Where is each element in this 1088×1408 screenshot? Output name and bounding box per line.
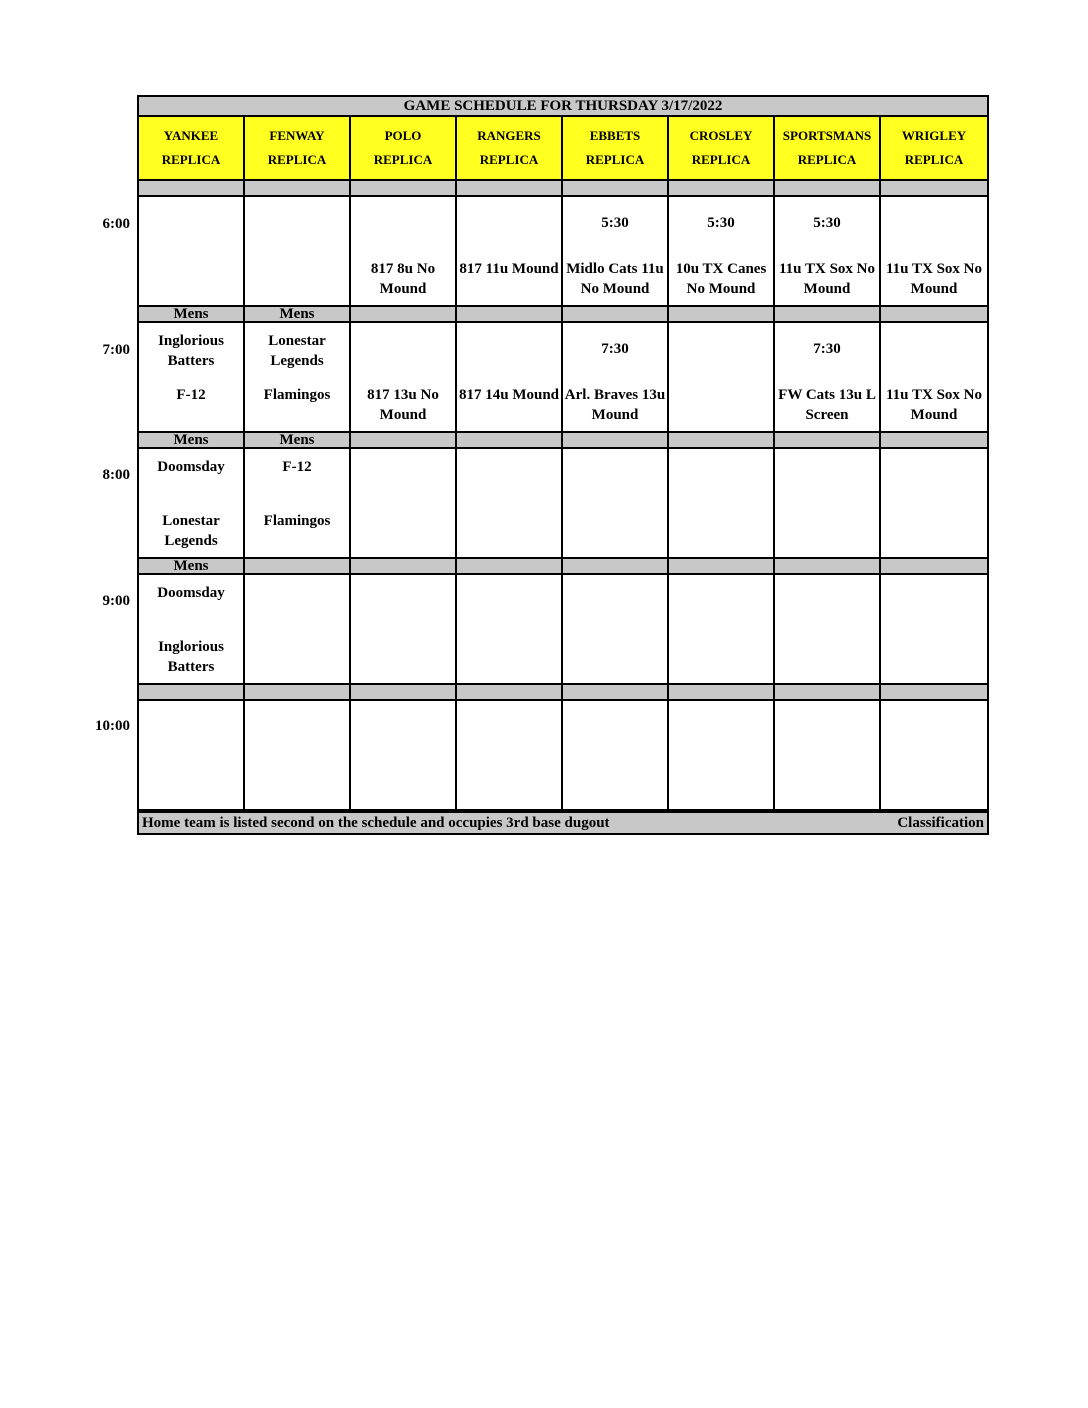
game-start-or-team: 5:30 bbox=[601, 215, 629, 231]
game-team: 11u TX Sox No Mound bbox=[885, 261, 982, 297]
classification-row bbox=[137, 181, 989, 197]
classification-cell: Mens bbox=[245, 433, 351, 449]
field-header-rangers bbox=[457, 117, 563, 181]
game-cell bbox=[669, 449, 775, 559]
classification-cell bbox=[351, 559, 457, 575]
classification-cell bbox=[775, 307, 881, 323]
classification-cell bbox=[351, 307, 457, 323]
classification-cell bbox=[669, 685, 775, 701]
game-team: 817 8u No Mound bbox=[370, 261, 436, 297]
classification-cell bbox=[881, 685, 987, 701]
classification-cell bbox=[775, 433, 881, 449]
classification-cell bbox=[881, 433, 987, 449]
game-cell bbox=[775, 701, 881, 811]
time-slot-row bbox=[137, 197, 989, 307]
field-header-polo bbox=[351, 117, 457, 181]
game-cell bbox=[775, 197, 881, 307]
game-team: Flamingos bbox=[263, 387, 331, 403]
game-cell bbox=[351, 323, 457, 433]
game-cell bbox=[457, 197, 563, 307]
game-cell bbox=[139, 323, 245, 433]
game-start-or-team: 7:30 bbox=[813, 341, 841, 357]
field-header-crosley bbox=[669, 117, 775, 181]
time-slot-row bbox=[137, 575, 989, 685]
game-start-or-team: Doomsday bbox=[157, 585, 225, 601]
field-name: SPORTSMANS bbox=[782, 128, 872, 143]
game-cell bbox=[881, 575, 987, 685]
classification-cell: Mens bbox=[139, 433, 245, 449]
home-team-note: Home team is listed second on the schedule and occupies 3rd base dugout bbox=[142, 814, 610, 831]
game-cell bbox=[139, 701, 245, 811]
classification-cell bbox=[563, 685, 669, 701]
classification-cell bbox=[775, 181, 881, 197]
game-cell bbox=[669, 575, 775, 685]
time-slot-row bbox=[137, 323, 989, 433]
time-label: 8:00 bbox=[102, 467, 130, 483]
classification-cell bbox=[245, 181, 351, 197]
classification-cell: Mens bbox=[245, 307, 351, 323]
game-cell bbox=[351, 701, 457, 811]
field-name: EBBETS bbox=[589, 128, 641, 143]
field-name: YANKEE bbox=[163, 128, 219, 143]
classification-cell bbox=[457, 433, 563, 449]
game-cell bbox=[245, 197, 351, 307]
game-cell bbox=[457, 323, 563, 433]
game-cell bbox=[351, 449, 457, 559]
game-start-or-team: Inglorious Batters bbox=[158, 333, 224, 369]
game-cell bbox=[139, 449, 245, 559]
game-start-or-team: F-12 bbox=[282, 459, 312, 475]
game-cell bbox=[881, 701, 987, 811]
classification-cell: Mens bbox=[139, 559, 245, 575]
game-start-or-team: Doomsday bbox=[157, 459, 225, 475]
game-cell bbox=[139, 575, 245, 685]
classification-row bbox=[137, 307, 989, 323]
game-team: 10u TX Canes No Mound bbox=[675, 261, 767, 297]
schedule-title: GAME SCHEDULE FOR THURSDAY 3/17/2022 bbox=[137, 95, 989, 117]
field-sub: REPLICA bbox=[904, 152, 964, 167]
classification-cell bbox=[351, 181, 457, 197]
game-team: F-12 bbox=[176, 387, 206, 403]
game-cell bbox=[245, 323, 351, 433]
game-cell bbox=[563, 701, 669, 811]
classification-cell bbox=[563, 181, 669, 197]
classification-cell bbox=[669, 181, 775, 197]
game-cell bbox=[139, 197, 245, 307]
time-label: 10:00 bbox=[95, 718, 130, 734]
field-sub: REPLICA bbox=[585, 152, 645, 167]
game-cell bbox=[245, 701, 351, 811]
game-start-or-team: 7:30 bbox=[601, 341, 629, 357]
classification-cell bbox=[457, 559, 563, 575]
game-start-or-team: Lonestar Legends bbox=[268, 333, 326, 369]
game-cell bbox=[351, 575, 457, 685]
time-slot-row bbox=[137, 449, 989, 559]
classification-cell bbox=[775, 559, 881, 575]
game-team: Inglorious Batters bbox=[158, 639, 224, 675]
game-team: 11u TX Sox No Mound bbox=[778, 261, 875, 297]
field-sub: REPLICA bbox=[267, 152, 327, 167]
classification-cell bbox=[563, 433, 669, 449]
classification-cell bbox=[669, 433, 775, 449]
game-cell bbox=[563, 575, 669, 685]
classification-cell bbox=[245, 685, 351, 701]
game-team: Arl. Braves 13u Mound bbox=[564, 387, 666, 423]
field-name: RANGERS bbox=[477, 128, 541, 143]
classification-row bbox=[137, 685, 989, 701]
classification-cell bbox=[669, 559, 775, 575]
game-start-or-team: 5:30 bbox=[813, 215, 841, 231]
field-header-row bbox=[137, 117, 989, 181]
classification-cell bbox=[457, 181, 563, 197]
classification-cell bbox=[245, 559, 351, 575]
classification-cell bbox=[139, 685, 245, 701]
schedule-table bbox=[137, 95, 989, 835]
game-team: 11u TX Sox No Mound bbox=[885, 387, 982, 423]
time-slot-row bbox=[137, 701, 989, 811]
classification-cell bbox=[563, 559, 669, 575]
classification-cell bbox=[775, 685, 881, 701]
classification-cell bbox=[881, 559, 987, 575]
game-team: 817 14u Mound bbox=[458, 387, 560, 403]
game-cell bbox=[669, 197, 775, 307]
field-sub: REPLICA bbox=[691, 152, 751, 167]
field-header-sportsmans bbox=[775, 117, 881, 181]
classification-cell bbox=[457, 307, 563, 323]
time-label: 7:00 bbox=[102, 342, 130, 358]
game-cell bbox=[563, 197, 669, 307]
game-cell bbox=[245, 575, 351, 685]
game-cell bbox=[775, 449, 881, 559]
classification-label: Classification bbox=[897, 814, 984, 831]
classification-cell bbox=[139, 181, 245, 197]
game-cell bbox=[881, 197, 987, 307]
classification-cell: Mens bbox=[139, 307, 245, 323]
field-name: FENWAY bbox=[269, 128, 325, 143]
field-header-yankee bbox=[139, 117, 245, 181]
classification-cell bbox=[351, 685, 457, 701]
classification-cell bbox=[457, 685, 563, 701]
field-sub: REPLICA bbox=[373, 152, 433, 167]
classification-cell bbox=[351, 433, 457, 449]
field-header-fenway bbox=[245, 117, 351, 181]
field-name: CROSLEY bbox=[689, 128, 753, 143]
schedule-body bbox=[137, 181, 989, 811]
classification-cell bbox=[881, 307, 987, 323]
classification-cell bbox=[563, 307, 669, 323]
game-team: 817 13u No Mound bbox=[367, 387, 439, 423]
field-sub: REPLICA bbox=[161, 152, 221, 167]
field-name: POLO bbox=[384, 128, 422, 143]
field-name: WRIGLEY bbox=[901, 128, 967, 143]
game-cell bbox=[351, 197, 457, 307]
game-cell bbox=[775, 575, 881, 685]
field-sub: REPLICA bbox=[479, 152, 539, 167]
game-cell bbox=[245, 449, 351, 559]
game-cell bbox=[669, 701, 775, 811]
game-team: Flamingos bbox=[263, 513, 331, 529]
field-sub: REPLICA bbox=[797, 152, 857, 167]
classification-row bbox=[137, 559, 989, 575]
game-cell bbox=[775, 323, 881, 433]
game-team: FW Cats 13u L Screen bbox=[778, 387, 876, 423]
game-team: 817 11u Mound bbox=[459, 261, 559, 277]
time-label: 9:00 bbox=[102, 593, 130, 609]
game-cell bbox=[563, 449, 669, 559]
game-start-or-team: 5:30 bbox=[707, 215, 735, 231]
footer-bar bbox=[137, 811, 989, 835]
game-cell bbox=[457, 449, 563, 559]
game-cell bbox=[881, 323, 987, 433]
field-header-wrigley bbox=[881, 117, 987, 181]
classification-row bbox=[137, 433, 989, 449]
classification-cell bbox=[669, 307, 775, 323]
game-cell bbox=[457, 701, 563, 811]
game-team: Lonestar Legends bbox=[162, 513, 220, 549]
game-cell bbox=[669, 323, 775, 433]
game-cell bbox=[457, 575, 563, 685]
time-label: 6:00 bbox=[102, 216, 130, 232]
game-team: Midlo Cats 11u No Mound bbox=[566, 261, 664, 297]
game-cell bbox=[881, 449, 987, 559]
game-cell bbox=[563, 323, 669, 433]
field-header-ebbets bbox=[563, 117, 669, 181]
classification-cell bbox=[881, 181, 987, 197]
